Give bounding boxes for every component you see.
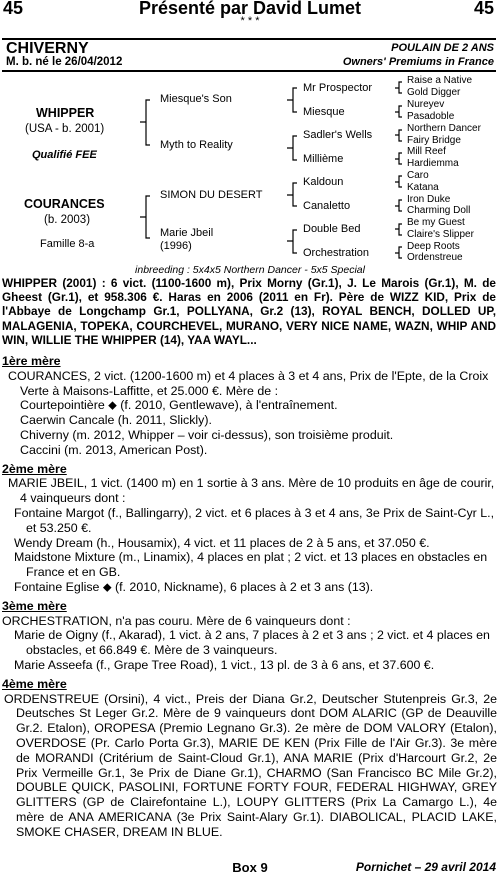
section-title-3: 3ème mère	[2, 598, 67, 613]
gen3-8: Orchestration	[303, 247, 370, 259]
consignor-title: Présenté par David Lumet	[138, 0, 362, 18]
sire-note: Qualifié FEE	[32, 149, 97, 161]
section-title-4: 4ème mère	[2, 676, 67, 691]
section2-line: Wendy Dream (h., Housamix), 4 vict. et 11 places de 2 à 5 ans, et 37.050 €.	[14, 535, 430, 550]
horse-birth: M. b. né le 26/04/2012	[6, 56, 123, 68]
section2-line: Maidstone Mixture (m., Linamix), 4 places en plat ; 2 vict. et 13 places en obstacles en France et en GB.	[14, 550, 488, 580]
section-title-2: 2ème mère	[2, 461, 67, 476]
gen3-4: Millième	[303, 153, 344, 165]
page-footer	[0, 860, 500, 878]
lot-number-left: 45	[3, 0, 24, 18]
gen4-9: Caro	[407, 170, 429, 181]
owners-premiums: Owners' Premiums in France	[342, 56, 494, 68]
sire-description: WHIPPER (2001) : 6 vict. (1100-1600 m), Prix Morny (Gr.1), J. Le Marois (Gr.1), M. de Gheest (Gr.1), et 958.306 €. Haras en 2006 (2011 en Fr). Père de WIZZ KID, Prix de l'Abbaye de Longchamp Gr.1, POLLYANA, Gr.2 (13), ROYAL BENCH, DOLLED UP, MALAGENIA, TOPEKA, COURCHEVEL, MURANO, VERY NICE NAME, WAZN, WHIP AND WIN, WILLIE THE WHIPPER (14), YAA WAYL...	[2, 276, 496, 347]
gen4-11: Iron Duke	[407, 194, 451, 205]
sale-place-date: Pornichet – 29 avril 2014	[355, 860, 496, 874]
gen4-7: Mill Reef	[407, 146, 446, 157]
section4-line: ORDENSTREUE (Orsini), 4 vict., Preis der Diana Gr.2, Deutscher Stutenpreis Gr.3, 2e Deutsches St Leger Gr.2. Mère de 9 vainqueurs dont DOM ALARIC (GP de Deauville Gr.2. Etalon), OROPESA (Premio Legnano Gr.3). 2e mère de DOM VALORY (Etalon), OVERDOSE (Pr. Carlo Porta Gr.3), MARIE DE KEN (Prix Fille de l'Air Gr.3). 3e mère de MORANDI (Critérium de Saint-Cloud Gr.1), ANA MARIE (Prix d'Harcourt Gr.2, 2e Prix Vermeille Gr.1, 3e Prix de Diane Gr.1), CHARMO (San Francisco BC Mile Gr.2), DOUBLE QUICK, PASOLINI, FORTUNE FORTY FOUR, FEDERAL HIGHWAY, GREY GLITTERS (GP de Clairefontaine L.), LOUPY GLITTERS (Prix La Camargo L.), 4e mère de ANA AMERICANA (3e Prix Saint-Alary Gr.1). DIABOLICAL, PLACID LAKE, SMOKE CHASER, DREAM IN BLUE.	[4, 691, 497, 839]
gen4-1: Raise a Native	[407, 75, 473, 86]
gen4-6: Fairy Bridge	[407, 135, 461, 146]
gen4-4: Pasadoble	[407, 111, 455, 122]
gen2-sire-sire: Miesque's Son	[160, 93, 232, 105]
gen3-6: Canaletto	[303, 200, 351, 212]
section1-line: Chiverny (m. 2012, Whipper – voir ci-dessus), son troisième produit.	[20, 427, 394, 442]
gen4-16: Ordenstreue	[407, 252, 463, 263]
dam-info: (b. 2003)	[44, 214, 91, 226]
section-title-1: 1ère mère	[2, 354, 61, 368]
gen3-5: Kaldoun	[303, 176, 344, 188]
box-number: Box 9	[232, 860, 268, 875]
gen4-5: Northern Dancer	[407, 123, 481, 134]
gen4-10: Katana	[407, 182, 439, 193]
gen3-1: Mr Prospector	[303, 82, 373, 94]
section2-line: Fontaine Margot (f., Ballingarry), 2 vict. et 6 places à 3 et 4 ans, 3e Prix de Saint-Cyr L., et 53.250 €.	[14, 505, 495, 535]
gen4-8: Hardiemma	[407, 158, 459, 169]
section1-line: COURANCES, 2 vict. (1200-1600 m) et 4 places à 3 et 4 ans, Prix de l'Epte, de la Croix Verte à Maisons-Laffitte, et 25.000 €. Mère de :	[8, 368, 489, 398]
gen4-15: Deep Roots	[407, 241, 460, 252]
sire-name: WHIPPER	[36, 106, 95, 120]
gen2-dam-dam: Marie Jbeil	[160, 227, 214, 239]
dam-family: Famille 8-a	[40, 238, 95, 250]
gen4-3: Nureyev	[407, 99, 445, 110]
section1-line: Caccini (m. 2013, American Post).	[20, 442, 208, 457]
gen2-dam-dam-year: (1996)	[160, 240, 192, 252]
section1-line: Caerwin Cancale (h. 2011, Slickly).	[20, 413, 212, 428]
gen3-2: Miesque	[303, 106, 345, 118]
gen3-7: Double Bed	[303, 223, 361, 235]
section2-line: MARIE JBEIL, 1 vict. (1400 m) en 1 sortie à 3 ans. Mère de 10 produits en âge de courir, 4 vainqueurs dont :	[8, 476, 495, 506]
section3-line: ORCHESTRATION, n'a pas couru. Mère de 6 vainqueurs dont :	[2, 613, 351, 628]
gen4-2: Gold Digger	[407, 87, 461, 98]
section1-line: Courtepointière ⬥ (f. 2010, Gentlewave), à l'entraînement.	[20, 398, 338, 413]
horse-name: CHIVERNY	[6, 40, 89, 57]
section3-line: Marie Asseefa (f., Grape Tree Road), 1 vict., 13 pl. de 3 à 6 ans, et 37.600 €.	[14, 657, 435, 672]
header-stars: * * *	[240, 15, 260, 27]
dam-name: COURANCES	[24, 197, 105, 211]
gen2-sire-dam: Myth to Reality	[160, 139, 233, 151]
gen2-dam-sire: SIMON DU DESERT	[160, 189, 263, 201]
section2-line: Fontaine Eglise ⬥ (f. 2010, Nickname), 6 places à 2 et 3 ans (13).	[14, 579, 374, 594]
lot-number-right: 45	[473, 0, 494, 18]
gen4-14: Claire's Slipper	[407, 229, 474, 240]
inbreeding-note: inbreeding : 5x4x5 Northern Dancer - 5x5 Special	[135, 264, 365, 276]
section3-line: Marie de Oigny (f., Akarad), 1 vict. à 2 ans, 7 places à 2 et 3 ans ; 2 vict. et 4 places en obstacles, et 66.849 €. Mère de 3 vainqueurs.	[14, 628, 490, 658]
sire-info: (USA - b. 2001)	[25, 123, 105, 135]
gen3-3: Sadler's Wells	[303, 129, 373, 141]
gen4-12: Charming Doll	[407, 205, 471, 216]
gen4-13: Be my Guest	[407, 217, 465, 228]
dam-line	[2, 350, 497, 840]
horse-sex-age: POULAIN DE 2 ANS	[391, 42, 494, 54]
